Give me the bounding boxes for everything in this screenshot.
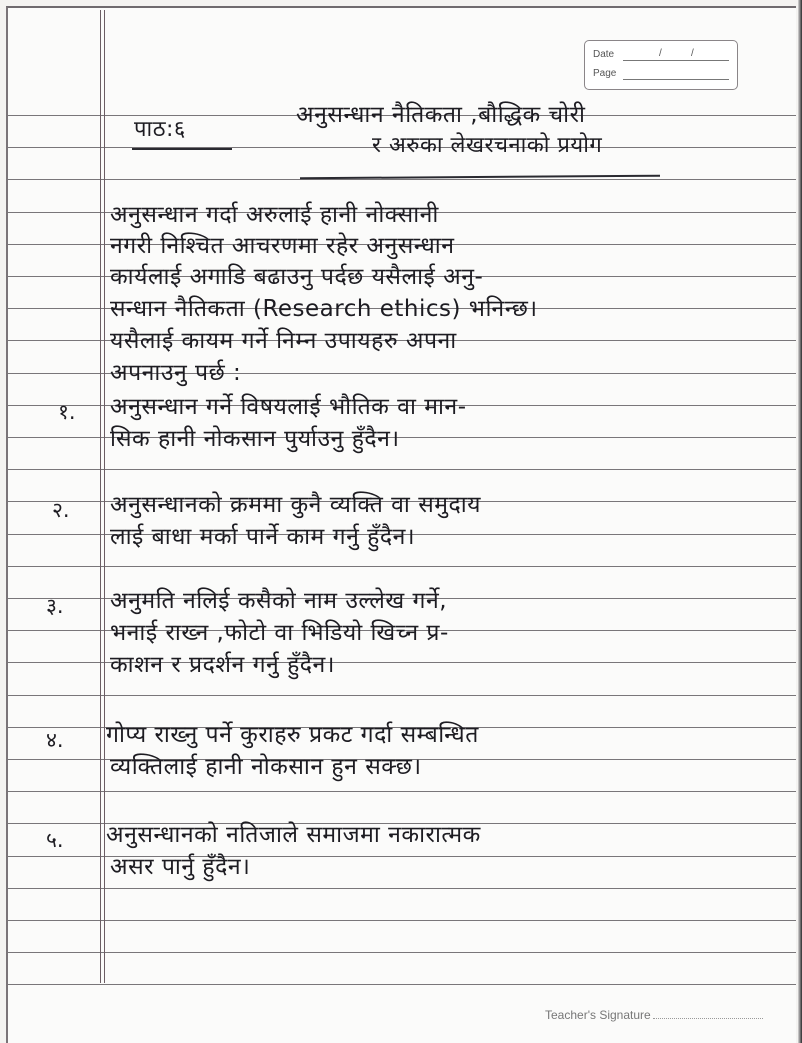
ruled-line — [8, 695, 796, 696]
point-line: काशन र प्रदर्शन गर्नु हुँदैन। — [110, 652, 336, 678]
page-field-line — [623, 79, 729, 80]
intro-line: कार्यलाई अगाडि बढाउनु पर्दछ यसैलाई अनु- — [110, 264, 484, 290]
point-line: अनुसन्धानको क्रममा कुनै व्यक्ति वा समुदाय — [110, 492, 482, 518]
ruled-line — [8, 888, 796, 889]
signature-dotted-line — [653, 1018, 763, 1019]
point-line: अनुमति नलिई कसैको नाम उल्लेख गर्ने, — [110, 588, 448, 614]
intro-line: अनुसन्धान गर्दा अरुलाई हानी नोक्सानी — [110, 202, 439, 228]
teacher-signature-label: Teacher's Signature — [545, 1008, 651, 1022]
date-separator: / — [659, 48, 662, 59]
page-row — [593, 68, 729, 82]
ruled-line — [8, 920, 796, 921]
point-line: लाई बाधा मर्का पार्ने काम गर्नु हुँदैन। — [110, 524, 416, 550]
margin-line-inner — [104, 10, 105, 983]
ruled-line — [8, 566, 796, 567]
date-row — [593, 49, 729, 63]
point-line: असर पार्नु हुँदैन। — [110, 854, 251, 880]
point-line: भनाई राख्न ,फोटो वा भिडियो खिच्न प्र- — [110, 620, 449, 646]
date-page-box — [584, 40, 738, 90]
point-number: ४. — [46, 728, 64, 752]
point-line: अनुसन्धान गर्ने विषयलाई भौतिक वा मान- — [110, 394, 467, 420]
point-line: अनुसन्धानको नतिजाले समाजमा नकारात्मक — [106, 822, 481, 848]
intro-line: अपनाउनु पर्छ : — [110, 360, 242, 386]
teacher-signature — [545, 1008, 763, 1022]
intro-line: यसैलाई कायम गर्ने निम्न उपायहरु अपना — [110, 328, 457, 354]
ruled-line — [8, 952, 796, 953]
point-number: १. — [58, 400, 76, 424]
date-label: Date — [593, 49, 615, 60]
page-label: Page — [593, 68, 617, 79]
lesson-title-line-2: र अरुका लेखरचनाको प्रयोग — [372, 133, 603, 158]
ruled-line — [8, 984, 796, 985]
ruled-line — [8, 791, 796, 792]
point-number: ३. — [46, 594, 64, 618]
point-line: व्यक्तिलाई हानी नोकसान हुन सक्छ। — [110, 754, 422, 780]
lesson-title-line-1: अनुसन्धान नैतिकता ,बौद्धिक चोरी — [296, 102, 586, 128]
point-line: सिक हानी नोकसान पुर्याउनु हुँदैन। — [110, 426, 400, 452]
point-number: ५. — [46, 828, 64, 852]
date-field-line — [623, 60, 729, 61]
date-separator: / — [691, 48, 694, 59]
ruled-line — [8, 179, 796, 180]
lesson-underline — [132, 148, 232, 150]
intro-line: नगरी निश्चित आचरणमा रहेर अनुसन्धान — [110, 233, 455, 259]
point-line: गोप्य राख्नु पर्ने कुराहरु प्रकट गर्दा सम्बन्धित — [106, 722, 479, 748]
ruled-line — [8, 469, 796, 470]
margin-line — [100, 10, 101, 983]
point-number: २. — [52, 498, 70, 522]
page-edge-shadow — [798, 0, 802, 1043]
intro-line: सन्धान नैतिकता (Research ethics) भनिन्छ। — [110, 296, 538, 322]
lesson-number: पाठ:६ — [134, 117, 186, 142]
